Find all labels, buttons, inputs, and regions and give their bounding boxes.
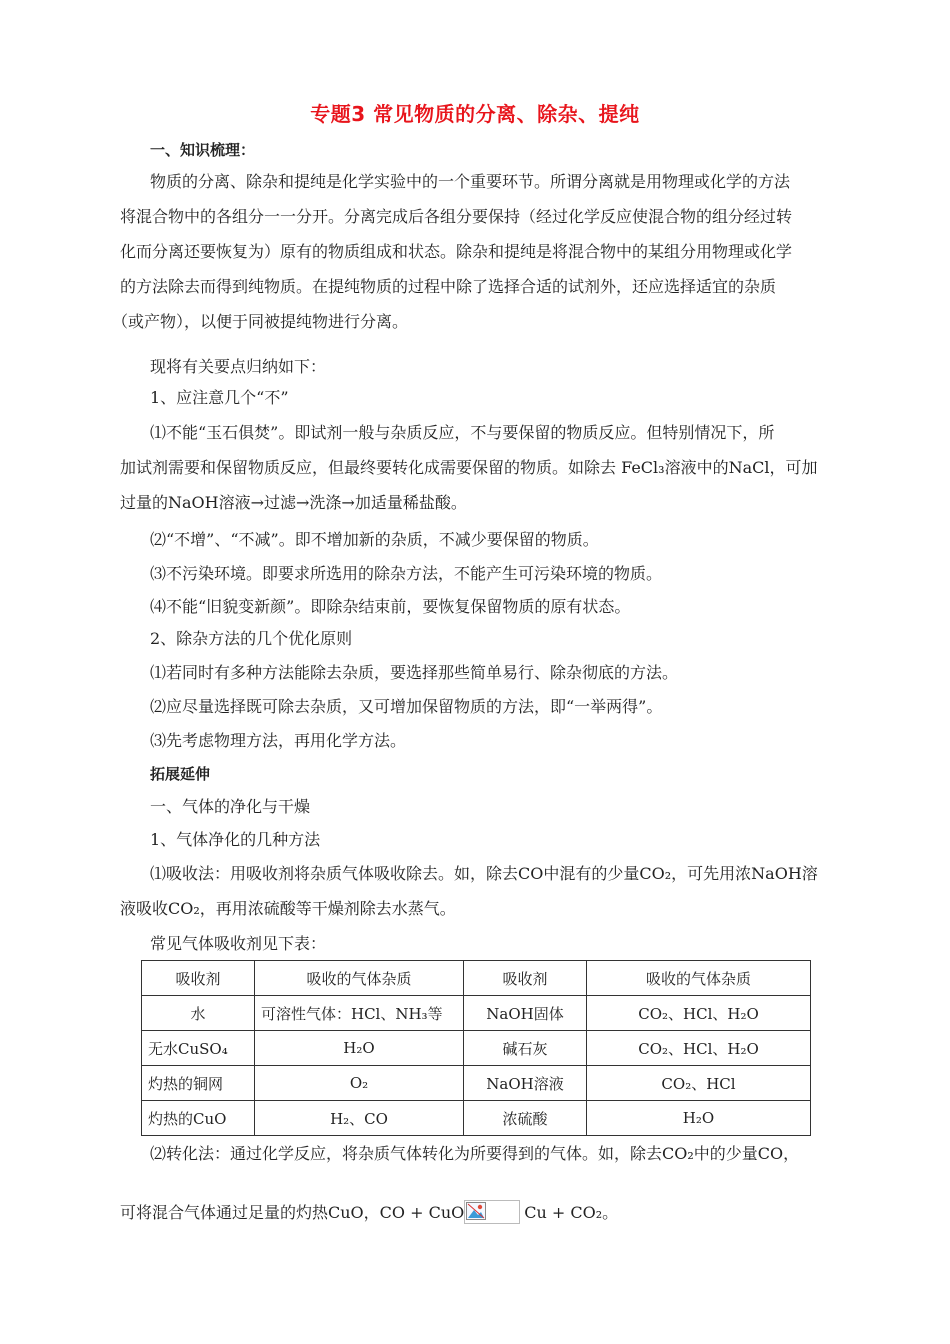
method-line <box>120 899 840 919</box>
rule-text: 溶液中的NaCl，可加 <box>664 458 818 477</box>
table-cell: H₂O <box>255 1031 464 1066</box>
extension-heading: 拓展延伸 <box>150 765 211 783</box>
table-cell: H₂、CO <box>255 1101 464 1136</box>
table-row <box>142 1101 811 1136</box>
rule-line: 过量的NaOH溶液→过滤→洗涤→加适量稀盐酸。 <box>120 493 467 512</box>
formula-co2: CO₂ <box>662 1144 694 1163</box>
table-header-row <box>142 961 811 996</box>
equation-line <box>120 1200 840 1224</box>
method-text: ⑵转化法：通过化学反应，将杂质气体转化为所要得到的气体。如，除去 <box>150 1144 663 1163</box>
section-heading: 一、知识梳理： <box>150 141 256 159</box>
method-text: ，再用浓硫酸等干燥剂除去水蒸气。 <box>199 899 456 918</box>
table-header: 吸收的气体杂质 <box>587 961 811 996</box>
table-cell: CO₂、HCl <box>587 1066 811 1101</box>
table-cell: 灼热的CuO <box>142 1101 255 1136</box>
paragraph-line: 将混合物中的各组分一一分开。分离完成后各组分要保持（经过化学反应使混合物的组分经过转 <box>120 207 793 226</box>
method-text: 液吸收 <box>120 899 169 918</box>
method-text: ，可先用浓NaOH溶 <box>671 864 818 883</box>
table-header: 吸收剂 <box>142 961 255 996</box>
table-row <box>142 996 811 1031</box>
summary-line: 现将有关要点归纳如下： <box>150 357 327 376</box>
table-cell: 浓硫酸 <box>464 1101 587 1136</box>
table-row <box>142 1066 811 1101</box>
method-line <box>150 864 870 884</box>
method-text: ⑴吸收法：用吸收剂将杂质气体吸收除去。如，除去CO中混有的少量 <box>150 864 640 883</box>
principle-line: ⑶先考虑物理方法，再用化学方法。 <box>150 731 407 750</box>
subheading: 1、应注意几个“不” <box>150 388 289 407</box>
table-cell: 水 <box>142 996 255 1031</box>
broken-image-icon <box>466 1202 486 1220</box>
paragraph-line: （或产物），以便于同被提纯物进行分离。 <box>112 312 409 331</box>
rule-line: ⑵“不增”、“不减”。即不增加新的杂质，不减少要保留的物质。 <box>150 530 599 549</box>
table-cell: H₂O <box>587 1101 811 1136</box>
rule-line <box>120 458 840 478</box>
table-row <box>142 1031 811 1066</box>
table-cell: CO₂、HCl、H₂O <box>587 1031 811 1066</box>
table-cell: CO₂、HCl、H₂O <box>587 996 811 1031</box>
equation-text: Cu + CO₂。 <box>524 1203 619 1222</box>
absorbent-table <box>141 960 811 1136</box>
formula-co2: CO₂ <box>168 899 200 918</box>
page-title: 专题3 常见物质的分离、除杂、提纯 <box>310 102 640 126</box>
paragraph-line: 化而分离还要恢复为）原有的物质组成和状态。除杂和提纯是将混合物中的某组分用物理或化学 <box>120 242 793 261</box>
table-header: 吸收的气体杂质 <box>255 961 464 996</box>
principle-line: ⑵应尽量选择既可除去杂质，又可增加保留物质的方法，即“一举两得”。 <box>150 697 663 716</box>
rule-line: ⑴不能“玉石俱焚”。即试剂一般与杂质反应，不与要保留的物质反应。但特别情况下，所 <box>150 423 775 442</box>
table-cell: O₂ <box>255 1066 464 1101</box>
method-line <box>150 1144 870 1164</box>
table-caption: 常见气体吸收剂见下表： <box>150 934 327 953</box>
paragraph-line: 物质的分离、除杂和提纯是化学实验中的一个重要环节。所谓分离就是用物理或化学的方法 <box>150 172 791 191</box>
table-cell: 无水CuSO₄ <box>142 1031 255 1066</box>
table-cell: NaOH固体 <box>464 996 587 1031</box>
table-cell: 可溶性气体：HCl、NH₃等 <box>255 996 464 1031</box>
table-cell: NaOH溶液 <box>464 1066 587 1101</box>
rule-line: ⑷不能“旧貌变新颜”。即除杂结束前，要恢复保留物质的原有状态。 <box>150 597 631 616</box>
paragraph-line: 的方法除去而得到纯物质。在提纯物质的过程中除了选择合适的试剂外，还应选择适宜的杂质 <box>120 277 777 296</box>
table-header: 吸收剂 <box>464 961 587 996</box>
method-text: 中的少量CO， <box>693 1144 800 1163</box>
subheading: 一、气体的净化与干燥 <box>150 797 311 816</box>
principle-line: ⑴若同时有多种方法能除去杂质，要选择那些简单易行、除杂彻底的方法。 <box>150 663 679 682</box>
rule-text: 加试剂需要和保留物质反应，但最终要转化成需要保留的物质。如除去 <box>120 458 617 477</box>
subheading: 2、除杂方法的几个优化原则 <box>150 629 353 648</box>
equation-text: 可将混合气体通过足量的灼热CuO，CO + CuO <box>120 1203 465 1222</box>
subheading: 1、气体净化的几种方法 <box>150 830 321 849</box>
table-cell: 碱石灰 <box>464 1031 587 1066</box>
formula-co2: CO₂ <box>639 864 672 883</box>
table-cell: 灼热的铜网 <box>142 1066 255 1101</box>
reaction-condition-image <box>464 1200 520 1224</box>
rule-line: ⑶不污染环境。即要求所选用的除杂方法，不能产生可污染环境的物质。 <box>150 564 663 583</box>
formula-fecl3: FeCl₃ <box>621 458 665 477</box>
